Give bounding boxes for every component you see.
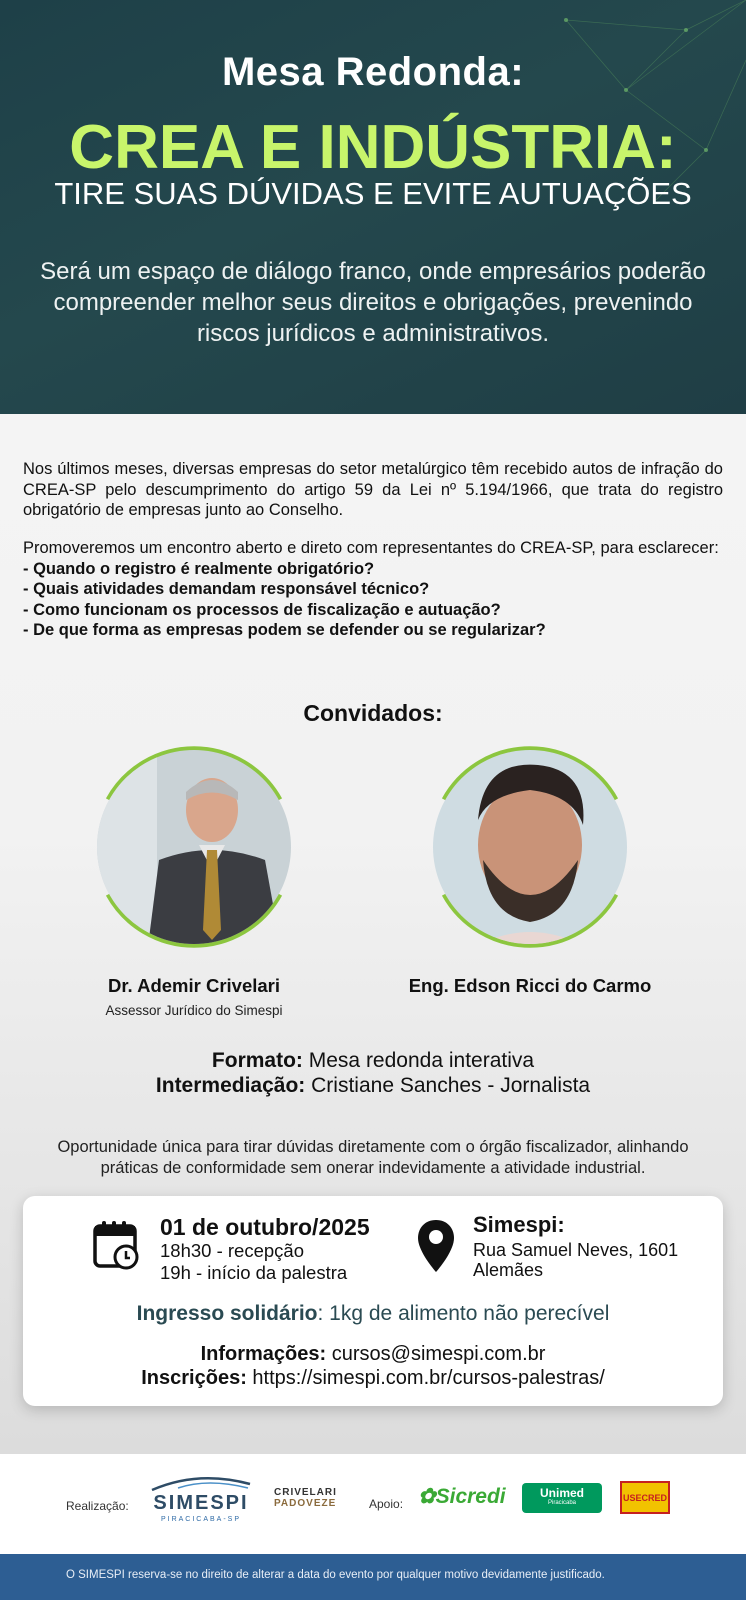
info-line bbox=[23, 1342, 723, 1366]
hero-header bbox=[0, 0, 746, 414]
footer-disclaimer: O SIMESPI reserva-se no direito de alterar a data do evento por qualquer motivo devidamente justificado. bbox=[66, 1569, 605, 1581]
ticket-label: Ingresso solidário bbox=[136, 1302, 318, 1325]
realizacao-label: Realização: bbox=[66, 1499, 129, 1513]
event-time-reception: 18h30 - recepção bbox=[160, 1240, 304, 1261]
format-label: Formato: bbox=[211, 1049, 303, 1072]
question-item: - Quais atividades demandam responsável técnico? bbox=[23, 580, 430, 598]
venue-district: Alemães bbox=[473, 1260, 544, 1280]
content-section bbox=[0, 414, 746, 1454]
sicredi-flower-icon: ✿ bbox=[418, 1485, 436, 1508]
sicredi-word: Sicredi bbox=[435, 1485, 506, 1508]
main-title: CREA E INDÚSTRIA: bbox=[69, 113, 677, 182]
simespi-sub: PIRACICABA-SP bbox=[160, 1516, 242, 1523]
format-block bbox=[0, 1048, 746, 1098]
agenda-paragraph bbox=[23, 538, 723, 641]
ticket-value: : 1kg de alimento não perecível bbox=[317, 1302, 610, 1325]
info-email[interactable]: cursos@simespi.com.br bbox=[326, 1343, 546, 1365]
mediation-label: Intermediação: bbox=[155, 1074, 306, 1097]
sub-title: TIRE SUAS DÚVIDAS E EVITE AUTUAÇÕES bbox=[54, 176, 692, 211]
signup-line bbox=[23, 1366, 723, 1390]
guest-name: Eng. Edson Ricci do Carmo bbox=[408, 975, 652, 996]
ticket-info bbox=[23, 1302, 723, 1326]
signup-label: Inscrições: bbox=[141, 1367, 247, 1389]
intro-text: Será um espaço de diálogo franco, onde empresários poderão compreender melhor seus direitos e obrigações, prevenindo riscos jurídicos e administrativos. bbox=[40, 258, 706, 347]
location-pin-icon bbox=[416, 1218, 456, 1274]
sicredi-logo bbox=[418, 1484, 506, 1509]
guests-title: Convidados: bbox=[303, 700, 443, 726]
agenda-intro: Promoveremos um encontro aberto e direto com representantes do CREA-SP, para esclarecer: bbox=[23, 539, 719, 557]
apoio-label: Apoio: bbox=[369, 1497, 404, 1511]
contact-block bbox=[23, 1342, 723, 1390]
padoveze-word: PADOVEZE bbox=[274, 1498, 337, 1509]
crivelari-word: CRIVELARI bbox=[274, 1487, 337, 1498]
sponsors-bar bbox=[0, 1454, 746, 1554]
simespi-swoosh-icon bbox=[148, 1474, 254, 1494]
opportunity-text: Oportunidade única para tirar dúvidas diretamente com o órgão fiscalizador, alinhando práticas de conformidade sem onerar indevidamente a atividade industrial. bbox=[57, 1138, 689, 1177]
footer bbox=[0, 1554, 746, 1600]
venue-name: Simespi: bbox=[473, 1212, 565, 1237]
context-paragraph: Nos últimos meses, diversas empresas do setor metalúrgico têm recebido autos de infração do CREA-SP pelo descumprimento do artigo 59 da Lei nº 5.194/1966, que trata do registro obrigatório de empresas junto ao Conselho. bbox=[23, 460, 723, 519]
format-value: Mesa redonda interativa bbox=[302, 1049, 535, 1072]
format-line bbox=[0, 1048, 746, 1073]
question-item: - Quando o registro é realmente obrigatório? bbox=[23, 559, 375, 578]
crivelari-logo bbox=[274, 1487, 354, 1519]
simespi-wordmark: SIMESPI bbox=[153, 1492, 249, 1514]
guest-photo-edson bbox=[423, 740, 637, 954]
guest-role: Assessor Jurídico do Simespi bbox=[105, 1003, 283, 1018]
calendar-icon bbox=[93, 1220, 141, 1270]
signup-link[interactable]: https://simespi.com.br/cursos-palestras/ bbox=[246, 1367, 605, 1389]
question-item: - De que forma as empresas podem se defender ou se regularizar? bbox=[23, 621, 546, 639]
mediation-line bbox=[0, 1073, 746, 1098]
unimed-logo bbox=[522, 1483, 602, 1513]
event-date: 01 de outubro/2025 bbox=[160, 1214, 370, 1240]
usecred-logo: USECRED bbox=[620, 1481, 670, 1514]
event-info-card bbox=[23, 1196, 723, 1406]
guest-photo-ademir bbox=[87, 740, 301, 954]
unimed-sub: Piracicaba bbox=[547, 1500, 576, 1506]
venue-address: Rua Samuel Neves, 1601 bbox=[473, 1240, 679, 1260]
event-time-start: 19h - início da palestra bbox=[160, 1262, 348, 1283]
unimed-word: Unimed bbox=[539, 1486, 584, 1500]
simespi-logo bbox=[148, 1474, 254, 1534]
pre-title: Mesa Redonda: bbox=[221, 50, 525, 94]
mediation-value: Cristiane Sanches - Jornalista bbox=[305, 1074, 591, 1097]
question-item: - Como funcionam os processos de fiscalização e autuação? bbox=[23, 600, 501, 619]
guest-name: Dr. Ademir Crivelari bbox=[107, 975, 281, 996]
info-label: Informações: bbox=[200, 1343, 327, 1365]
